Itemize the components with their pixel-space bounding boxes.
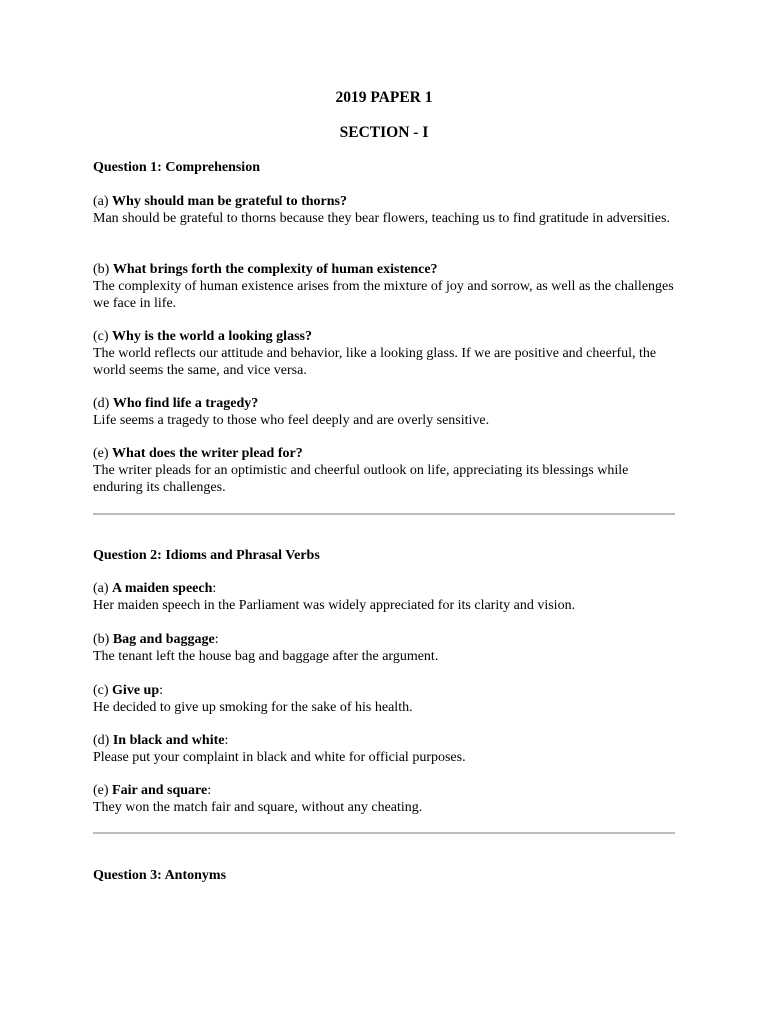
q2-item-b-term-line: (b) Bag and baggage: xyxy=(93,632,219,647)
q1-item-c-answer: The world reflects our attitude and behavior, like a looking glass. If we are positive and cheerful, the world seems the same, and vice versa. xyxy=(93,346,657,378)
q2-item-e xyxy=(93,782,675,816)
section-title: SECTION - I xyxy=(339,124,429,141)
q1-item-a xyxy=(93,193,675,227)
q1-item-d-label: (d) xyxy=(93,396,110,411)
q2-item-a-term-line: (a) A maiden speech: xyxy=(93,581,217,596)
q2-item-b-answer: The tenant left the house bag and baggage after the argument. xyxy=(93,649,439,664)
q2-item-b-term: Bag and baggage xyxy=(112,632,215,647)
q1-item-b-answer: The complexity of human existence arises from the mixture of joy and sorrow, as well as the challenges we face in life. xyxy=(93,279,674,311)
q1-item-b-label: (b) xyxy=(93,262,110,277)
q1-item-a-question: Why should man be grateful to thorns? xyxy=(112,194,347,209)
q2-item-d-term: In black and white xyxy=(112,733,225,748)
q1-item-c xyxy=(93,328,675,379)
q1-item-c-label: (c) xyxy=(93,329,109,344)
q1-item-d-question-line xyxy=(93,395,675,412)
q1-item-d-question: Who find life a tragedy? xyxy=(112,396,259,411)
q2-item-a xyxy=(93,580,675,614)
divider xyxy=(93,513,675,515)
q1-item-d-answer: Life seems a tragedy to those who feel deeply and are overly sensitive. xyxy=(93,413,490,428)
q3-heading: Question 3: Antonyms xyxy=(93,868,227,883)
divider xyxy=(93,832,675,834)
q1-item-c-question: Why is the world a looking glass? xyxy=(112,329,312,344)
q2-item-b-label: (b) xyxy=(93,632,110,647)
q2-item-e-answer: They won the match fair and square, without any cheating. xyxy=(93,800,423,815)
paper-title: 2019 PAPER 1 xyxy=(335,89,433,106)
q2-item-d-answer: Please put your complaint in black and white for official purposes. xyxy=(93,750,466,765)
q2-item-e-term: Fair and square xyxy=(112,783,208,798)
q1-item-b-question-line xyxy=(93,261,675,278)
q1-item-b-question: What brings forth the complexity of human existence? xyxy=(112,262,438,277)
q2-item-a-label: (a) xyxy=(93,581,109,596)
q2-item-c-term-line: (c) Give up: xyxy=(93,683,164,698)
q2-item-e-label: (e) xyxy=(93,783,109,798)
q1-item-e-answer: The writer pleads for an optimistic and cheerful outlook on life, appreciating its blessings while enduring its challenges. xyxy=(93,463,629,495)
q2-item-c-answer: He decided to give up smoking for the sake of his health. xyxy=(93,700,413,715)
q2-item-d-label: (d) xyxy=(93,733,110,748)
q1-item-e xyxy=(93,445,675,496)
q1-heading: Question 1: Comprehension xyxy=(93,160,260,175)
q2-item-d-term-line: (d) In black and white: xyxy=(93,733,229,748)
q2-item-a-answer: Her maiden speech in the Parliament was widely appreciated for its clarity and vision. xyxy=(93,598,576,613)
q1-item-a-question-line xyxy=(93,193,675,210)
q1-item-e-question: What does the writer plead for? xyxy=(112,446,303,461)
q1-item-b xyxy=(93,261,675,312)
q1-item-a-label: (a) xyxy=(93,194,109,209)
q1-item-d xyxy=(93,395,675,429)
q1-item-a-answer: Man should be grateful to thorns because they bear flowers, teaching us to find gratitude in adversities. xyxy=(93,211,670,226)
q2-item-e-term-line: (e) Fair and square: xyxy=(93,783,212,798)
q1-item-c-question-line xyxy=(93,328,675,345)
q2-item-b xyxy=(93,631,675,665)
q1-item-e-question-line xyxy=(93,445,675,462)
q2-item-a-term: A maiden speech xyxy=(112,581,213,596)
q1-item-e-label: (e) xyxy=(93,446,109,461)
q2-item-d xyxy=(93,732,675,766)
q2-item-c xyxy=(93,682,675,716)
q2-item-c-term: Give up xyxy=(112,683,160,698)
q2-item-c-label: (c) xyxy=(93,683,109,698)
q2-heading: Question 2: Idioms and Phrasal Verbs xyxy=(93,548,320,563)
